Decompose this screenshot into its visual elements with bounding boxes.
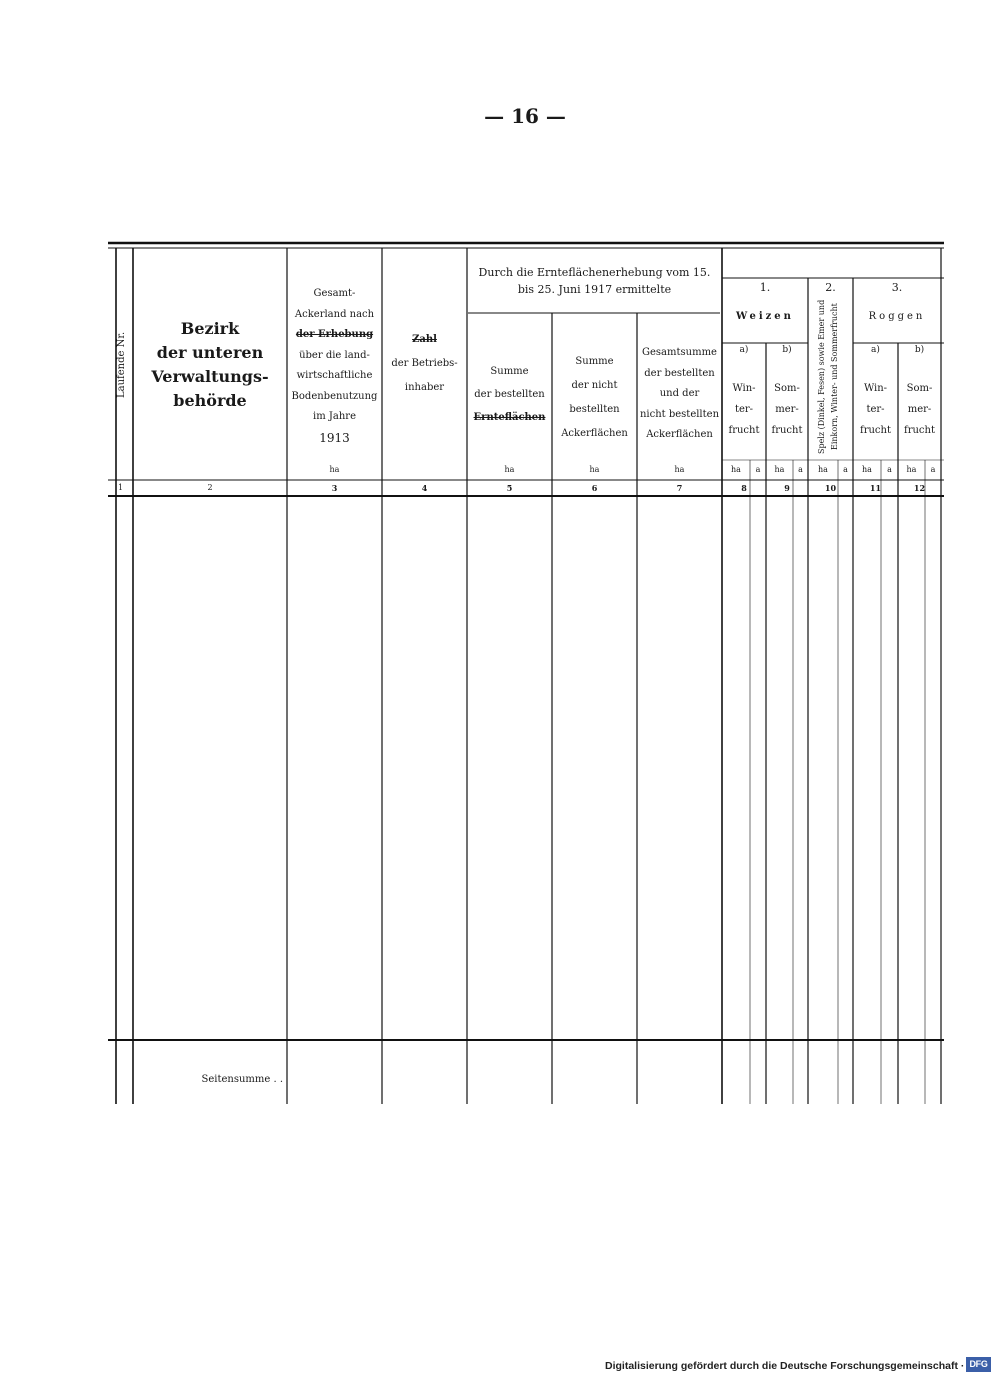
header-weizen: Weizen bbox=[736, 311, 794, 322]
unit-ha: ha bbox=[674, 465, 685, 474]
winter-line: Win- bbox=[863, 383, 888, 394]
header-bezirk-line: der unteren bbox=[156, 343, 264, 362]
unit-ha: ha bbox=[504, 465, 515, 474]
column-number: 2 bbox=[207, 483, 213, 492]
header-sub-a: a) bbox=[739, 345, 749, 355]
header-group1-number: 1. bbox=[759, 281, 771, 294]
header-bezirk-line: behörde bbox=[173, 391, 247, 410]
header-winterfrucht bbox=[853, 378, 898, 441]
unit-ha: ha bbox=[862, 465, 872, 474]
winter-line: frucht bbox=[728, 425, 760, 436]
header-col4-line: inhaber bbox=[404, 382, 445, 393]
unit-ha: ha bbox=[589, 465, 600, 474]
column-number: 6 bbox=[591, 483, 598, 493]
column-number: 5 bbox=[506, 483, 513, 493]
header-col7-line: der bestellten bbox=[644, 367, 715, 379]
dfg-logo: DFG bbox=[966, 1357, 991, 1372]
header-gesamt-ackerland bbox=[287, 284, 382, 448]
unit-ha: ha bbox=[906, 465, 917, 474]
header-col3-line: Bodenbenutzung bbox=[291, 390, 378, 402]
header-col7-line: Gesamtsumme bbox=[642, 347, 717, 358]
footer-digitalisierung: Digitalisierung gefördert durch die Deutsche Forschungsgemeinschaft · bbox=[605, 1360, 965, 1372]
header-col3-line: der Erhebung bbox=[295, 329, 374, 340]
header-group3-number: 3. bbox=[891, 281, 903, 294]
header-group-line: bis 25. Juni 1917 ermittelte bbox=[517, 283, 672, 296]
sommer-line: frucht bbox=[904, 425, 935, 436]
header-winterfrucht bbox=[722, 378, 766, 441]
row-label-seitensumme: Seitensumme . . bbox=[201, 1074, 283, 1085]
unit-ha: ha bbox=[818, 465, 828, 474]
column-number: 4 bbox=[421, 483, 428, 493]
unit-a: a bbox=[755, 465, 761, 474]
header-group2-number: 2. bbox=[825, 281, 836, 294]
header-laufende-nr: Laufende Nr. bbox=[116, 331, 127, 399]
column-number: 3 bbox=[331, 483, 338, 493]
winter-line: ter- bbox=[734, 404, 754, 415]
sommer-line: Som- bbox=[906, 383, 933, 394]
winter-line: Win- bbox=[732, 383, 756, 394]
header-col7-line: Ackerflächen bbox=[646, 429, 713, 440]
sommer-line: mer- bbox=[775, 404, 799, 415]
header-col4-line: der Betriebs- bbox=[391, 358, 458, 369]
header-col5-line: der bestellten bbox=[474, 389, 545, 400]
winter-line: ter- bbox=[866, 404, 885, 415]
winter-line: frucht bbox=[860, 425, 891, 436]
page-number: — 16 — bbox=[484, 104, 566, 128]
header-sommerfrucht bbox=[898, 378, 941, 441]
header-summe-bestellten bbox=[467, 360, 552, 429]
header-col5-line: Ernteflächen bbox=[473, 412, 546, 423]
header-zahl-betriebsinhaber bbox=[382, 328, 467, 400]
header-sub-b: b) bbox=[782, 345, 792, 355]
header-col3-line: Gesamt- bbox=[313, 288, 356, 299]
header-col3-line: wirtschaftliche bbox=[296, 370, 373, 381]
column-number: 8 bbox=[741, 483, 747, 493]
unit-a: a bbox=[930, 465, 936, 474]
sommer-line: mer- bbox=[907, 404, 932, 415]
header-gesamtsumme bbox=[637, 343, 722, 446]
header-bezirk-line: Bezirk bbox=[180, 319, 240, 338]
header-col4-line: Zahl bbox=[412, 334, 437, 345]
unit-a: a bbox=[843, 465, 848, 474]
header-summe-nicht-bestellten bbox=[552, 350, 637, 446]
header-col7-line: nicht bestellten bbox=[639, 408, 720, 420]
header-sub-a: a) bbox=[871, 345, 880, 355]
unit-ha: ha bbox=[329, 465, 340, 474]
header-sommerfrucht bbox=[766, 378, 808, 441]
header-col3-line: 1913 bbox=[319, 430, 350, 445]
header-col6-line: Ackerflächen bbox=[561, 428, 628, 439]
unit-ha: ha bbox=[774, 465, 785, 474]
header-bezirk-line: Verwaltungs- bbox=[151, 367, 269, 386]
header-col6-line: bestellten bbox=[569, 404, 620, 415]
header-bezirk bbox=[133, 317, 287, 413]
header-col7-line: und der bbox=[659, 388, 700, 399]
column-number: 10 bbox=[824, 483, 837, 493]
header-col3-line: Ackerland nach bbox=[294, 308, 375, 320]
header-col5-line: Summe bbox=[490, 366, 529, 377]
column-number: 11 bbox=[869, 483, 882, 493]
spelz-line: Einkorn, Winter- und Sommerfrucht bbox=[830, 303, 839, 451]
column-number: 1 bbox=[117, 483, 124, 492]
header-roggen: Roggen bbox=[868, 311, 926, 322]
unit-a: a bbox=[798, 465, 803, 474]
column-number: 9 bbox=[784, 483, 790, 493]
spelz-line: Spelz (Dinkel, Fesen) sowie Emer und bbox=[817, 299, 826, 455]
header-spelz bbox=[815, 297, 845, 457]
header-sub-b: b) bbox=[914, 345, 925, 355]
header-ernteflaechenerhebung bbox=[467, 264, 722, 298]
sommer-line: Som- bbox=[774, 383, 800, 394]
sommer-line: frucht bbox=[771, 425, 803, 436]
column-number: 7 bbox=[676, 483, 683, 493]
header-col6-line: der nicht bbox=[571, 380, 618, 391]
column-number: 12 bbox=[913, 483, 926, 493]
unit-ha: ha bbox=[731, 465, 741, 474]
header-col3-line: über die land- bbox=[299, 349, 370, 361]
unit-a: a bbox=[887, 465, 892, 474]
header-group-line: Durch die Ernteflächenerhebung vom 15. bbox=[478, 266, 711, 279]
header-col3-line: im Jahre bbox=[313, 411, 356, 422]
header-col6-line: Summe bbox=[575, 356, 614, 367]
